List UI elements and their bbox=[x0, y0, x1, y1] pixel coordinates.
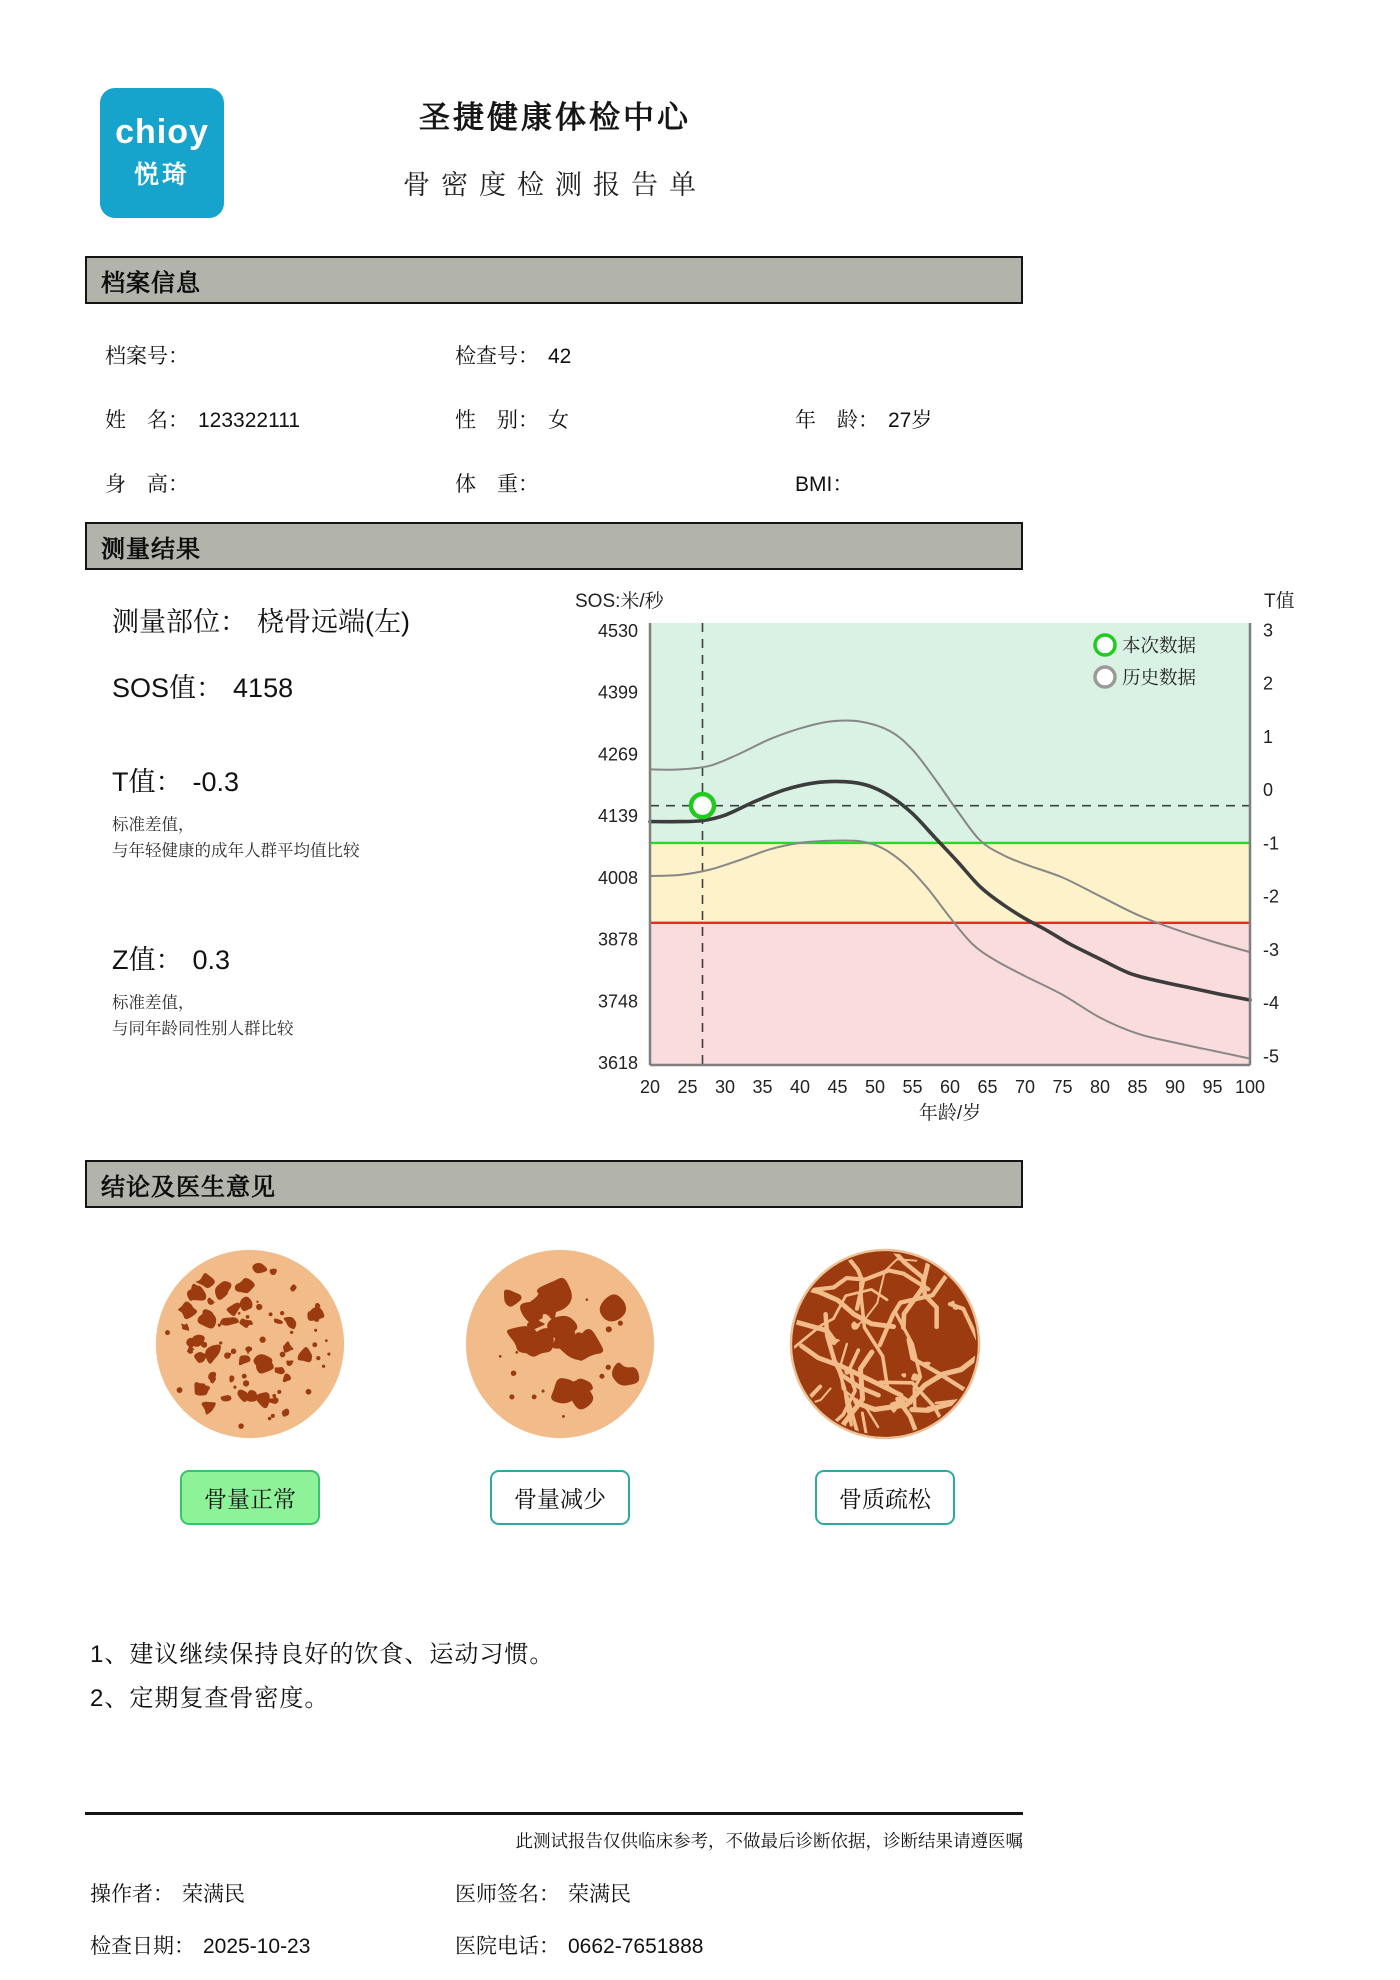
z-label: Z值： bbox=[112, 945, 183, 975]
footer-doctor-value: 荣满民 bbox=[568, 1883, 631, 1906]
disclaimer-text: 此测试报告仅供临床参考，不做最后诊断依据，诊断结果请遵医嘱 bbox=[515, 1831, 1023, 1851]
t-tick-label: -3 bbox=[1263, 939, 1280, 960]
field-archive-no-label: 档案号： bbox=[105, 345, 189, 368]
z-note-line1: 标准差值， bbox=[112, 994, 195, 1012]
field-name bbox=[105, 404, 300, 434]
t-tick-label: -4 bbox=[1263, 993, 1280, 1014]
t-label: T值： bbox=[112, 767, 183, 797]
bone-status-normal bbox=[130, 1470, 370, 1525]
x-tick-label: 20 bbox=[639, 1077, 661, 1097]
footer-phone-label: 医院电话： bbox=[455, 1935, 560, 1958]
x-tick-label: 75 bbox=[1052, 1077, 1073, 1097]
footer-operator bbox=[90, 1878, 245, 1908]
field-bmi bbox=[795, 468, 862, 498]
brand-logo-subtext: 悦琦 bbox=[133, 160, 190, 189]
field-name-label: 姓 名： bbox=[105, 409, 189, 432]
section-header-archive bbox=[85, 256, 1023, 304]
sos-label: SOS值： bbox=[112, 673, 224, 703]
x-tick-label: 90 bbox=[1164, 1077, 1186, 1097]
t-tick-label: 3 bbox=[1263, 620, 1274, 641]
sos-tick-label: 3618 bbox=[597, 1053, 638, 1073]
legend-label-0: 本次数据 bbox=[1122, 635, 1197, 656]
t-tick-label: 0 bbox=[1263, 780, 1274, 801]
t-tick-label: -5 bbox=[1263, 1046, 1280, 1067]
t-note-line1: 标准差值， bbox=[112, 816, 195, 834]
x-tick-label: 95 bbox=[1202, 1077, 1223, 1097]
footer-phone bbox=[455, 1930, 703, 1960]
footer-phone-value: 0662-7651888 bbox=[568, 1935, 704, 1958]
x-tick-label: 65 bbox=[977, 1077, 998, 1097]
x-tick-label: 55 bbox=[902, 1077, 923, 1097]
field-archive-no bbox=[105, 340, 198, 370]
x-tick-label: 40 bbox=[789, 1077, 811, 1097]
footer-doctor-label: 医师签名： bbox=[455, 1883, 560, 1906]
bone-density-chart bbox=[520, 575, 1320, 1135]
bone-osteoporosis-image bbox=[787, 1246, 983, 1442]
bone-normal-image bbox=[152, 1246, 348, 1442]
section-header-archive-label: 档案信息 bbox=[101, 269, 201, 297]
x-tick-label: 85 bbox=[1127, 1077, 1148, 1097]
sos-tick-label: 4269 bbox=[597, 744, 638, 765]
right-axis-title: T值 bbox=[1264, 591, 1295, 612]
measurement-site-value: 桡骨远端(左) bbox=[257, 607, 410, 637]
t-note-line2: 与年轻健康的成年人群平均值比较 bbox=[112, 842, 360, 861]
bone-osteopenia-canvas bbox=[462, 1246, 658, 1442]
x-axis-title: 年龄/岁 bbox=[918, 1103, 982, 1124]
field-age-value: 27岁 bbox=[888, 409, 933, 432]
t-value-line bbox=[112, 760, 239, 799]
legend-label-1: 历史数据 bbox=[1122, 667, 1197, 688]
legend-marker-1 bbox=[1095, 667, 1115, 687]
sos-tick-label: 4139 bbox=[597, 806, 638, 827]
section-header-conclusion-label: 结论及医生意见 bbox=[101, 1173, 276, 1201]
footer-date-label: 检查日期： bbox=[90, 1935, 195, 1958]
field-height bbox=[105, 468, 198, 498]
sos-value-line bbox=[112, 666, 293, 705]
t-tick-label: -1 bbox=[1263, 833, 1280, 854]
footer-date bbox=[90, 1930, 310, 1960]
section-header-results-label: 测量结果 bbox=[101, 535, 201, 563]
field-height-label: 身 高： bbox=[105, 473, 189, 496]
t-tick-label: 2 bbox=[1263, 673, 1274, 694]
sos-tick-label: 4008 bbox=[597, 867, 638, 888]
footer-doctor bbox=[455, 1878, 631, 1908]
x-tick-label: 80 bbox=[1089, 1077, 1111, 1097]
z-value: 0.3 bbox=[192, 945, 231, 975]
x-tick-label: 30 bbox=[714, 1077, 736, 1097]
bone-status-osteoporosis bbox=[765, 1470, 1005, 1525]
section-header-conclusion bbox=[85, 1160, 1023, 1208]
z-value-note bbox=[112, 990, 294, 1043]
field-sex-value: 女 bbox=[548, 409, 569, 432]
field-weight-label: 体 重： bbox=[455, 473, 539, 496]
x-tick-label: 45 bbox=[827, 1077, 848, 1097]
t-value-note bbox=[112, 812, 360, 865]
field-sex-label: 性 别： bbox=[455, 409, 539, 432]
current-data-marker bbox=[691, 794, 714, 817]
sos-tick-label: 4530 bbox=[597, 621, 638, 641]
z-value-line bbox=[112, 938, 230, 977]
page-title: 圣捷健康体检中心 bbox=[419, 100, 691, 135]
bone-status-osteopenia bbox=[440, 1470, 680, 1525]
t-tick-label: 1 bbox=[1263, 726, 1274, 747]
brand-logo-text: chioy bbox=[115, 113, 209, 152]
z-note-line2: 与同年龄同性别人群比较 bbox=[112, 1020, 294, 1039]
advice-line-2: 2、定期复查骨密度。 bbox=[90, 1685, 330, 1712]
field-age-label: 年 龄： bbox=[795, 409, 879, 432]
field-exam-no-label: 检查号： bbox=[455, 345, 539, 368]
footer-operator-value: 荣满民 bbox=[182, 1883, 245, 1906]
field-exam-no-value: 42 bbox=[548, 345, 572, 368]
chart-band-osteoporosis bbox=[650, 923, 1250, 1065]
x-tick-label: 35 bbox=[752, 1077, 773, 1097]
footer-operator-label: 操作者： bbox=[90, 1883, 174, 1906]
sos-tick-label: 4399 bbox=[597, 682, 638, 703]
page-subtitle: 骨密度检测报告单 bbox=[403, 170, 707, 200]
field-bmi-label: BMI： bbox=[795, 473, 854, 496]
measurement-site-label: 测量部位： bbox=[112, 607, 247, 637]
bone-normal-canvas bbox=[152, 1246, 348, 1442]
section-header-results bbox=[85, 522, 1023, 570]
t-value: -0.3 bbox=[192, 767, 240, 797]
t-tick-label: -2 bbox=[1263, 886, 1280, 907]
legend-marker-0 bbox=[1095, 635, 1115, 655]
sos-value: 4158 bbox=[233, 673, 294, 703]
bone-status-osteopenia-badge: 骨量减少 bbox=[490, 1470, 630, 1525]
sos-tick-label: 3748 bbox=[597, 991, 638, 1012]
x-tick-label: 25 bbox=[677, 1077, 698, 1097]
x-tick-label: 100 bbox=[1234, 1077, 1266, 1097]
bone-osteopenia-image bbox=[462, 1246, 658, 1442]
left-axis-title: SOS:米/秒 bbox=[575, 591, 664, 612]
advice-line-1: 1、建议继续保持良好的饮食、运动习惯。 bbox=[90, 1641, 555, 1668]
x-tick-label: 60 bbox=[939, 1077, 961, 1097]
footer-divider bbox=[85, 1812, 1023, 1815]
footer-date-value: 2025-10-23 bbox=[203, 1935, 311, 1958]
x-tick-label: 70 bbox=[1014, 1077, 1036, 1097]
bone-status-osteoporosis-badge: 骨质疏松 bbox=[815, 1470, 955, 1525]
field-name-value: 123322111 bbox=[198, 409, 300, 432]
field-exam-no bbox=[455, 340, 571, 370]
field-sex bbox=[455, 404, 569, 434]
x-tick-label: 50 bbox=[864, 1077, 886, 1097]
bone-status-normal-badge: 骨量正常 bbox=[180, 1470, 320, 1525]
field-weight bbox=[455, 468, 548, 498]
bone-osteoporosis-canvas bbox=[787, 1246, 983, 1442]
measurement-site bbox=[112, 600, 410, 639]
bone-density-chart-canvas bbox=[520, 575, 1320, 1135]
field-age bbox=[795, 404, 932, 434]
sos-tick-label: 3878 bbox=[597, 929, 638, 950]
